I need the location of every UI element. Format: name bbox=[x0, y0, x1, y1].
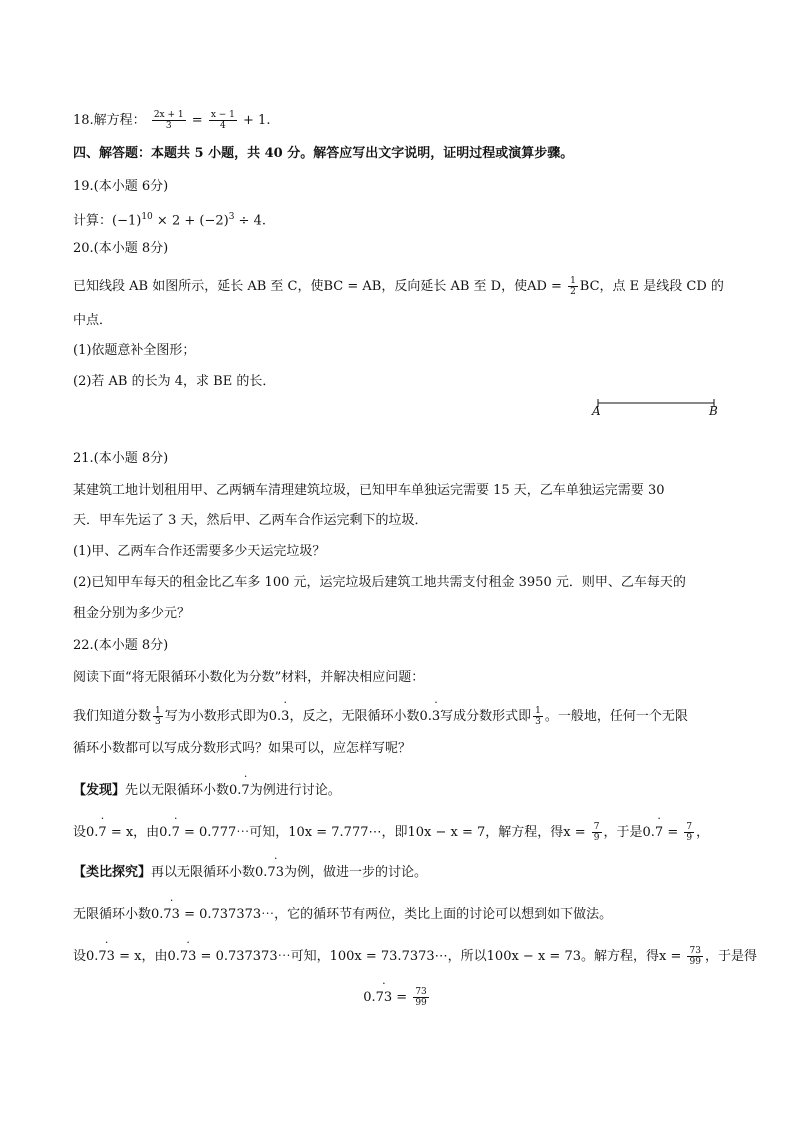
q22-set1-frac2-num: 7 bbox=[686, 822, 693, 832]
q18-lhs-fraction bbox=[152, 110, 186, 131]
segment-ab-figure bbox=[592, 398, 722, 422]
q22-set2-repeat-digits: · 73 bbox=[98, 948, 115, 966]
q18-rhs-denominator: 4 bbox=[219, 121, 226, 131]
q21-head: 21.(本小题 8分) bbox=[73, 451, 169, 466]
q22-set2-frac-den: 99 bbox=[689, 957, 701, 967]
q19-expr-a: (−1) bbox=[112, 213, 142, 229]
q22-p1-repeat-digit-2: · 3 bbox=[432, 708, 440, 726]
q22-p1-frac2-num: 1 bbox=[535, 706, 541, 716]
q22-set2-repeat-digits-2: · 73 bbox=[180, 948, 197, 966]
q22-set1-repeat-digit: · 7 bbox=[98, 824, 106, 842]
q19-expr-b: × 2 + (−2) bbox=[152, 213, 229, 229]
q20-line1b: BC，点 E 是线段 CD 的 bbox=[579, 279, 724, 294]
q21-sub1: (1)甲、乙两车合作还需要多少天运完垃圾？ bbox=[73, 544, 326, 559]
q19-calc-label: 计算： bbox=[73, 213, 113, 229]
q22-two-a: 无限循环小数0. bbox=[73, 907, 164, 922]
q19-head: 19.(本小题 6分) bbox=[73, 179, 169, 194]
q22-set1e: = bbox=[663, 825, 683, 840]
q22-set1-frac2-den: 9 bbox=[686, 833, 693, 843]
q22-p2: 循环小数都可以写成分数形式吗？如果可以，应怎样写呢？ bbox=[73, 741, 412, 756]
q19-calc bbox=[73, 208, 266, 230]
q22-final-repeat-digits: · 73 bbox=[376, 989, 393, 1007]
q22-final-equation bbox=[0, 987, 794, 1008]
q18-label: 18.解方程： bbox=[73, 113, 146, 128]
q19-expr-c: ÷ 4. bbox=[234, 213, 266, 229]
q22-p1 bbox=[73, 706, 688, 727]
q21-line1: 某建筑工地计划租用甲、乙两辆车清理建筑垃圾，已知甲车单独运完需要 15 天，乙车单独运完需要 30 bbox=[73, 483, 665, 498]
q22-analog bbox=[73, 864, 427, 882]
q19-exp-b: 3 bbox=[228, 212, 235, 222]
q22-head: 22.(本小题 8分) bbox=[73, 638, 169, 653]
q18-equals: = bbox=[191, 113, 203, 128]
q18-lhs-numerator: 2x + 1 bbox=[153, 110, 184, 120]
q22-analog-text-b: 为例，做进一步的讨论。 bbox=[283, 865, 427, 880]
q22-set2c: = 0.737373⋯可知，100x = 73.7373⋯，所以100x − x = 73。解方程，得x = bbox=[196, 949, 686, 964]
q22-analog-tag: 【类比探究】 bbox=[73, 865, 152, 880]
q22-set2d: ，于是得 bbox=[704, 949, 757, 964]
q22-set1d: ，于是0. bbox=[603, 825, 655, 840]
q21-line2: 天．甲车先运了 3 天，然后甲、乙两车合作运完剩下的垃圾． bbox=[73, 513, 428, 528]
q18-rhs-fraction bbox=[209, 110, 237, 131]
q22-set1a: 设0. bbox=[73, 825, 99, 840]
q22-find-tag: 【发现】 bbox=[73, 783, 126, 798]
q22-p1-repeat-digit: · 3 bbox=[281, 708, 289, 726]
q22-find-repeat-digit: · 7 bbox=[241, 782, 249, 800]
q20-line1 bbox=[73, 276, 724, 297]
q21-sub2b: 租金分别为多少元？ bbox=[73, 606, 191, 621]
q22-set2a: 设0. bbox=[73, 949, 99, 964]
q22-set2 bbox=[73, 946, 757, 967]
q22-p1-fraction-2 bbox=[533, 706, 543, 727]
q22-final-a: 0. bbox=[363, 990, 376, 1005]
q22-set2-frac-num: 73 bbox=[689, 946, 701, 956]
q22-find-text-b: 为例进行讨论。 bbox=[249, 783, 341, 798]
q22-set2-fraction bbox=[687, 946, 702, 967]
q22-p1e: 。一般地，任何一个无限 bbox=[544, 709, 688, 724]
q22-set1-repeat-digit-2: · 7 bbox=[172, 824, 180, 842]
q22-p1-frac2-den: 3 bbox=[535, 717, 541, 727]
q22-two-repeat-digits: · 73 bbox=[163, 906, 180, 924]
q20-line2: 中点． bbox=[73, 313, 113, 328]
point-b-label: B bbox=[709, 404, 718, 418]
q22-p1-fraction bbox=[153, 706, 163, 727]
q22-p1a: 我们知道分数 bbox=[73, 709, 152, 724]
segment-ab-svg bbox=[592, 398, 722, 422]
q18-tail: + 1. bbox=[243, 113, 271, 128]
q22-two-b: = 0.737373⋯，它的循环节有两位，类比上面的讨论可以想到如下做法。 bbox=[179, 907, 613, 922]
section-4-heading: 四、解答题：本题共 5 小题，共 40 分。解答应写出文字说明，证明过程或演算步骤。 bbox=[73, 146, 574, 161]
q22-find-text-a: 先以无限循环小数0. bbox=[125, 783, 242, 798]
q22-p1b: 写为小数形式即为0. bbox=[164, 709, 282, 724]
q20-sub1: (1)依题意补全图形； bbox=[73, 343, 196, 358]
q22-find bbox=[73, 782, 341, 800]
q22-set1-frac-den: 9 bbox=[593, 833, 600, 843]
q22-set1-repeat-digit-3: · 7 bbox=[655, 824, 663, 842]
q18-line bbox=[73, 110, 270, 131]
q22-set1-frac-num: 7 bbox=[593, 822, 600, 832]
q22-p1-frac-den: 3 bbox=[155, 717, 161, 727]
q20-frac-den: 2 bbox=[570, 287, 576, 297]
q18-lhs-denominator: 3 bbox=[165, 121, 172, 131]
q22-final-frac-den: 99 bbox=[415, 998, 427, 1008]
q22-p1c: ，反之，无限循环小数0. bbox=[289, 709, 432, 724]
q22-set1: 设0.· 7 = x，由0.· 7 = 0.777⋯可知，10x = 7.777⋯，即10x − x = 7，解方程，得x = $\frac{7}{9}$ ，于是0.· 7 = $\frac{7}{9}$ ， bbox=[73, 822, 709, 843]
q22-set1-fraction-2 bbox=[684, 822, 694, 843]
q22-analog-text-a: 再以无限循环小数0. bbox=[151, 865, 268, 880]
q22-p1d: 写成分数形式即 bbox=[440, 709, 532, 724]
q22-final-frac-num: 73 bbox=[415, 987, 427, 997]
q20-head: 20.(本小题 8分) bbox=[73, 241, 169, 256]
q20-line1a: 已知线段 AB 如图所示，延长 AB 至 C，使BC = AB，反向延长 AB 至 D，使AD = bbox=[73, 279, 567, 294]
q22-set1c: = 0.777⋯可知，10x = 7.777⋯，即10x − x = 7，解方程，得x = bbox=[179, 825, 590, 840]
q19-exp-a: 10 bbox=[141, 212, 153, 222]
q18-rhs-numerator: x − 1 bbox=[210, 110, 235, 120]
q22-final-b: = bbox=[392, 990, 412, 1005]
point-a-label: A bbox=[592, 404, 601, 418]
q20-frac-num: 1 bbox=[570, 276, 576, 286]
q20-sub2: (2)若 AB 的长为 4，求 BE 的长． bbox=[73, 374, 276, 389]
q22-intro: 阅读下面“将无限循环小数化为分数”材料，并解决相应问题： bbox=[73, 670, 425, 685]
q22-final-fraction bbox=[413, 987, 428, 1008]
q22-p1-frac-num: 1 bbox=[155, 706, 161, 716]
q20-fraction bbox=[568, 276, 578, 297]
q22-set1-fraction bbox=[592, 822, 602, 843]
q22-two bbox=[73, 906, 612, 924]
q22-set2b: = x，由0. bbox=[114, 949, 180, 964]
q21-sub2: (2)已知甲车每天的租金比乙车多 100 元，运完垃圾后建筑工地共需支付租金 3950 元．则甲、乙车每天的 bbox=[73, 575, 686, 590]
q22-set1b: = x，由0. bbox=[106, 825, 172, 840]
q22-analog-repeat-digits: · 73 bbox=[267, 864, 284, 882]
